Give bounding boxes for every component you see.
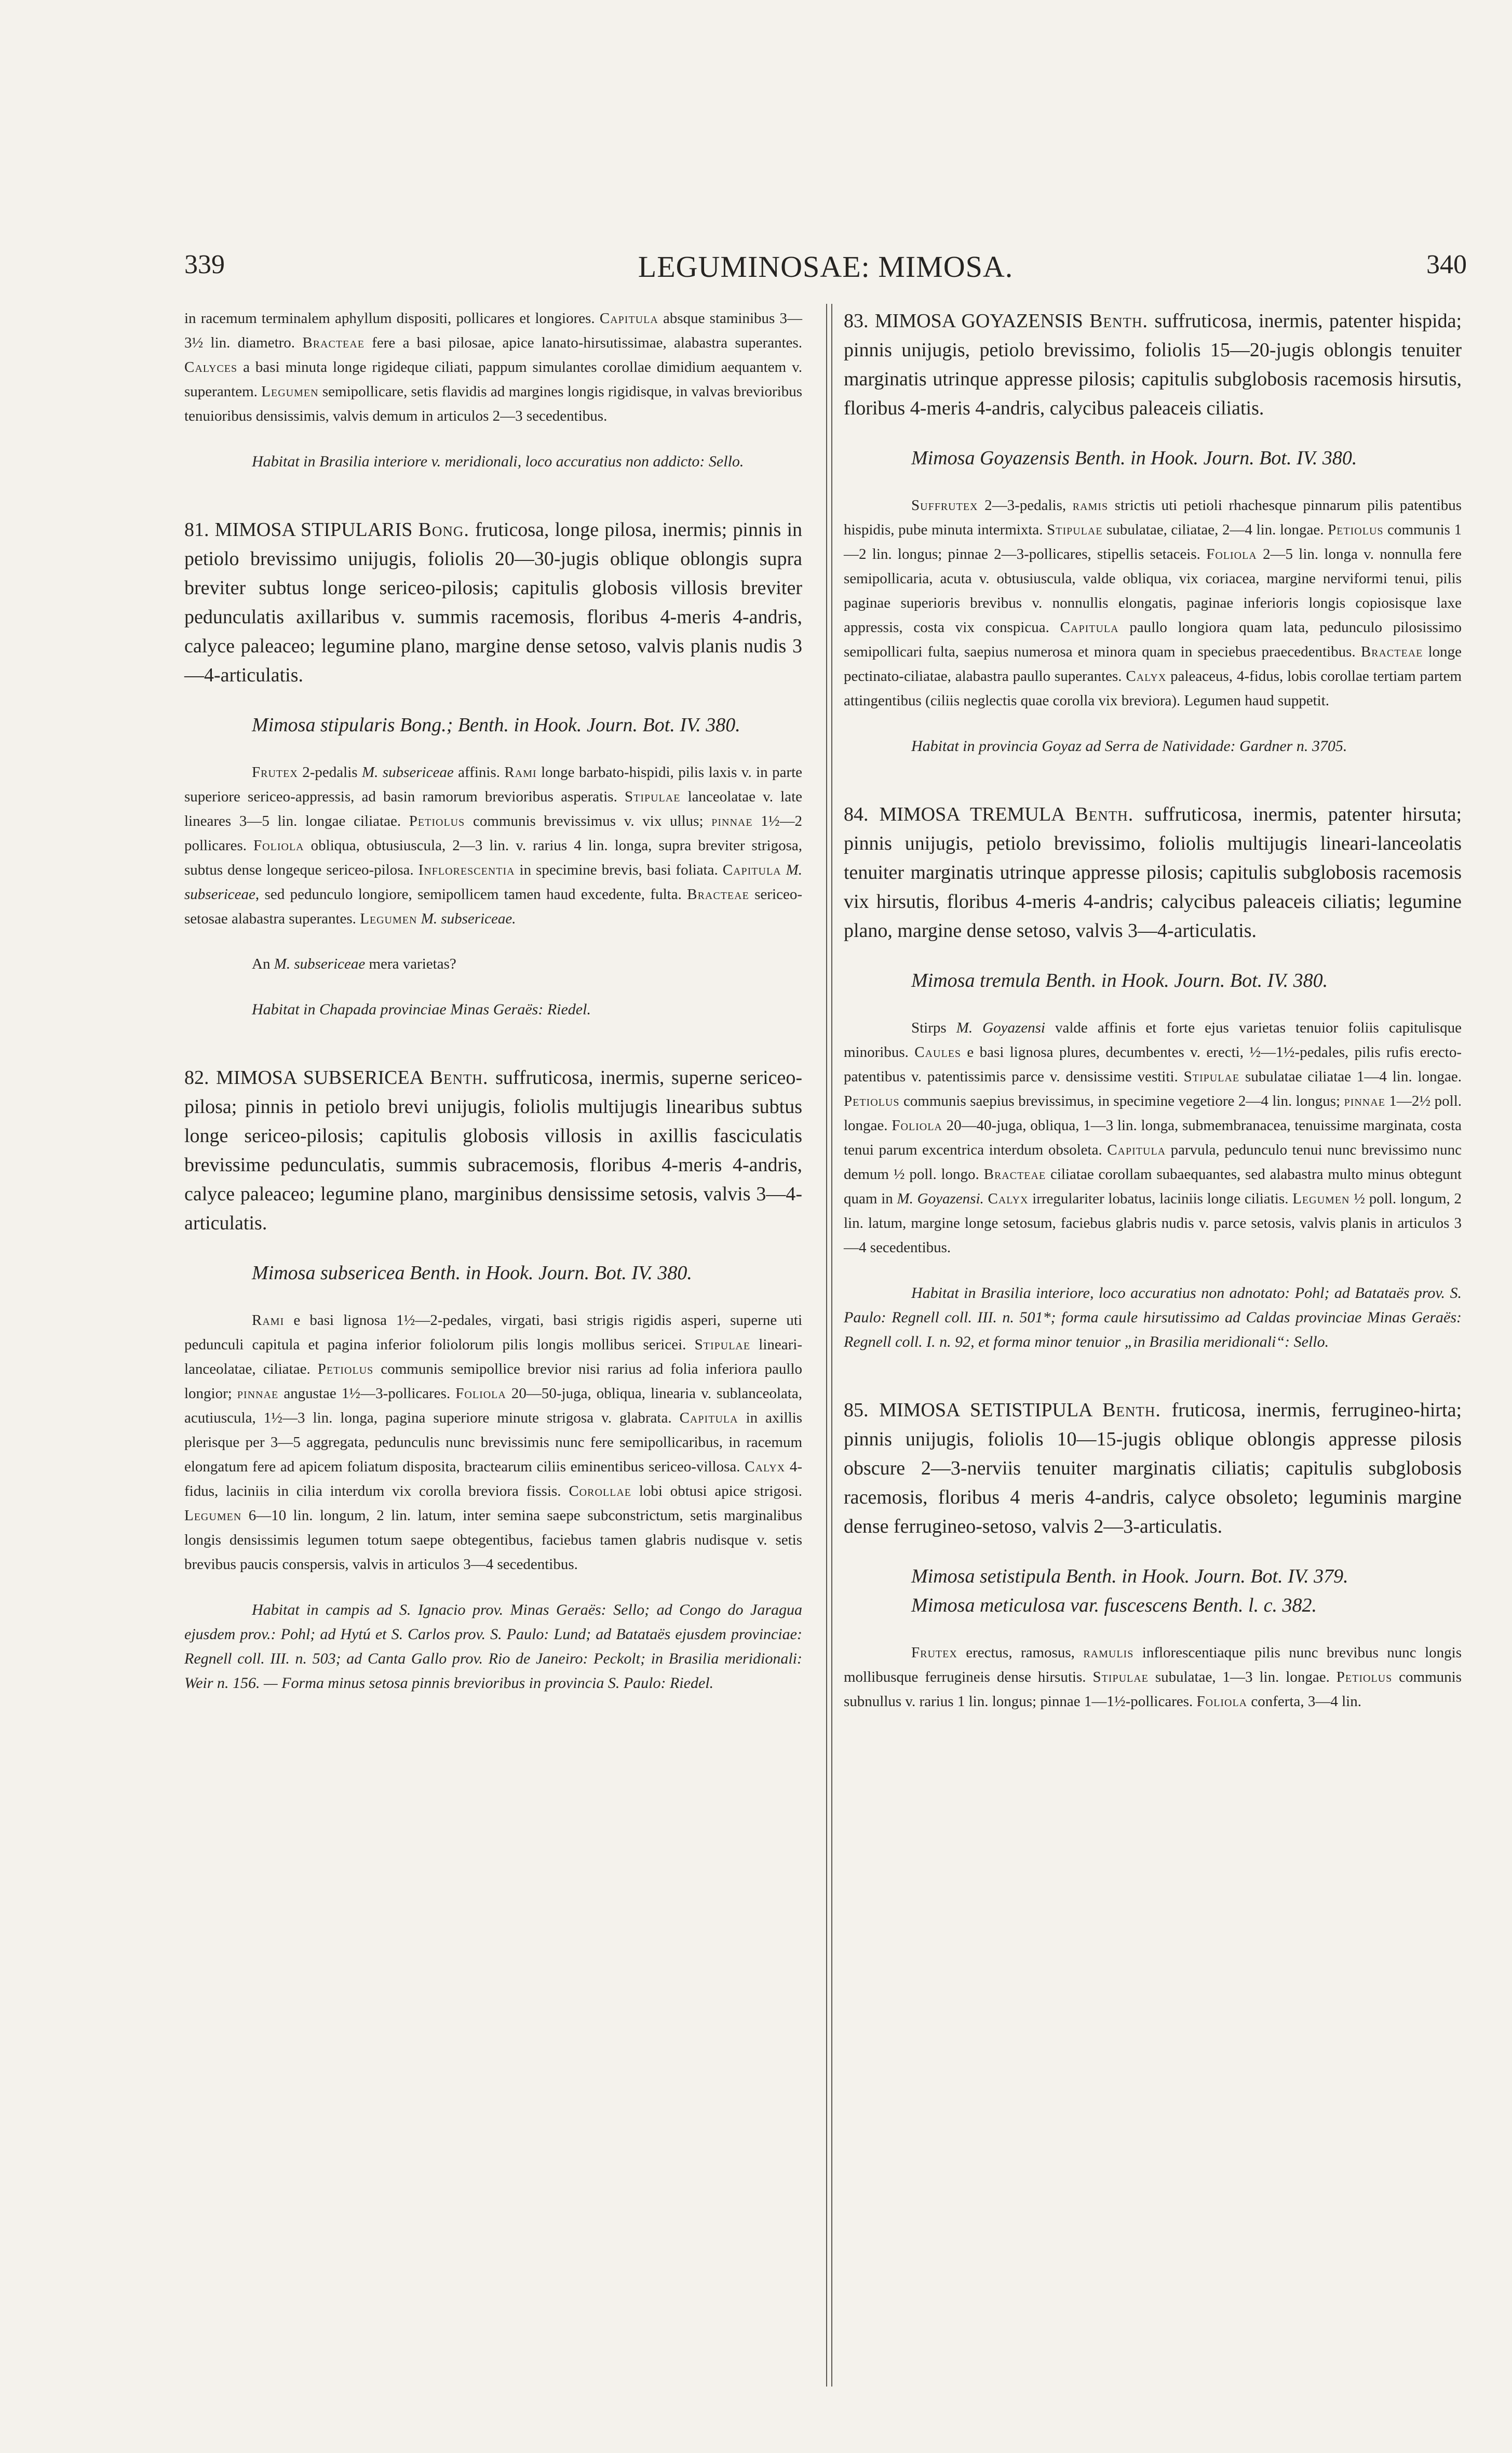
species-85-author: Benth. [1102, 1399, 1161, 1421]
species-81-diagnosis: 81. MIMOSA STIPULARIS Bong. fruticosa, longe pilosa, inermis; pinnis in petiolo brevissimo unijugis, foliolis 20—30-jugis oblique oblongis supra breviter subtus longe sericeo-pilosis; capitulis globosis villosis breviter pedunculatis axillaribus v. summis racemosis, floribus 4-meris 4-andris, calyce paleaceo; legumine plano, margine dense setoso, valvis planis nudis 3—4-articulatis. [184, 519, 803, 686]
running-title: LEGUMINOSAE: MIMOSA. [638, 250, 1014, 284]
species-84-habitat: Habitat in Brasilia interiore, loco accuratius non adnotato: Pohl; ad Batataës prov. S. Paulo: Regnell coll. III. n. 501*; forma caule hirsutissimo ad Caldas provinciae Minas Geraës: Regnell coll. I. n. 92, et forma minor tenuior „in Brasilia meridionali“: Sello. [844, 1284, 1462, 1350]
species-82-description: Rami e basi lignosa 1½—2-pedales, virgati, basi strigis rigidis asperi, superne uti pedunculi capitula et pagina inferior foliolorum pilis longis mollibus sericei. Stipulae lineari-lanceolatae, ciliatae. Petiolus communis semipollice brevior nisi rarius ad folia inferiora paullo longior; pinnae angustae 1½—3-pollicares. Foliola 20—50-juga, obliqua, linearia v. sublanceolata, acutiuscula, 1½—3 lin. longa, pagina superiore minute strigosa v. glabrata. Capitula in axillis plerisque per 3—5 aggregata, pedunculis nunc brevissimis nunc fere semipollicaribus, in racemum elongatum fere ad apicem foliatum disposita, bractearum ciliis eminentibus sericeo-villosa. Calyx 4-fidus, laciniis in cilia interdum vix corolla breviora fissis. Corollae lobi obtusi apice strigosi. Legumen 6—10 lin. longum, 2 lin. latum, inter semina saepe subconstrictum, setis marginalibus longis densissimis legumen totum saepe obtegentibus, faciebus tamen glabris nudisque v. setis brevibus paucis conspersis, valvis in articulos 3—4 secedentibus. [184, 1312, 803, 1573]
continuation-habitat: Habitat in Brasilia interiore v. meridionali, loco accuratius non addicto: Sello. [252, 453, 744, 470]
species-82-habitat: Habitat in campis ad S. Ignacio prov. Minas Geraës: Sello; ad Congo do Jaragua ejusdem prov.: Pohl; ad Hytú et S. Carlos prov. S. Paulo: Lund; ad Batataës ejusdem provinciae: Regnell coll. III. n. 503; ad Canta Gallo prov. Rio de Janeiro: Peckolt; in Brasilia meridionali: Weir n. 156. — Forma minus setosa pinnis brevioribus in provincia S. Paulo: Riedel. [184, 1601, 802, 1692]
species-83-diagnosis: 83. MIMOSA GOYAZENSIS Benth. suffruticosa, inermis, patenter hispida; pinnis unijugis, petiolo brevissimo, foliolis 15—20-jugis oblongis tenuiter marginatis utrinque appresse pilosis; capitulis subglobosis racemosis hirsutis, floribus 4-meris 4-andris, calycibus paleaceis ciliatis. [844, 310, 1462, 419]
species-83-heading: 83. MIMOSA GOYAZENSIS [844, 310, 1083, 332]
species-83-citation: Mimosa Goyazensis Benth. in Hook. Journ. Bot. IV. 380. [911, 447, 1357, 469]
running-header [184, 249, 1467, 291]
page-number-right: 340 [1426, 250, 1467, 279]
species-82-diagnosis: 82. MIMOSA SUBSERICEA Benth. suffruticosa, inermis, superne sericeo-pilosa; pinnis in petiolo brevi unijugis, foliolis multijugis linearibus subtus longe sericeo-pilosis; capitulis globosis villosis in axillis fasciculatis brevissime pedunculatis, summis subracemosis, floribus 4-meris 4-andris, calyce paleaceo; legumine plano, marginibus densissime setosis, valvis 3—4-articulatis. [184, 1067, 803, 1234]
species-82-author: Benth. [429, 1067, 489, 1089]
species-82-heading: 82. MIMOSA SUBSERICEA [184, 1067, 423, 1089]
species-81-heading: 81. MIMOSA STIPULARIS [184, 519, 413, 541]
right-column [844, 306, 1462, 1714]
species-85-citation-1: Mimosa setistipula Benth. in Hook. Journ. Bot. IV. 379. [911, 1565, 1348, 1587]
species-82-citation: Mimosa subsericea Benth. in Hook. Journ. Bot. IV. 380. [252, 1262, 692, 1284]
species-81-author: Bong. [418, 519, 469, 541]
species-85-citation-2: Mimosa meticulosa var. fuscescens Benth. l. c. 382. [911, 1594, 1317, 1616]
species-81-citation: Mimosa stipularis Bong.; Benth. in Hook. Journ. Bot. IV. 380. [252, 714, 740, 736]
species-81-description: Frutex 2-pedalis M. subsericeae affinis. Rami longe barbato-hispidi, pilis laxis v. in parte superiore sericeo-appressis, ad basin ramorum brevioribus asperatis. Stipulae lanceolatae v. late lineares 3—5 lin. longae ciliatae. Petiolus communis brevissimus v. vix ullus; pinnae 1½—2 pollicares. Foliola obliqua, obtusiuscula, 2—3 lin. v. rarius 4 lin. longa, supra breviter strigosa, subtus dense longeque sericeo-pilosa. Inflorescentia in specimine brevis, basi foliata. Capitula M. subsericeae, sed pedunculo longiore, semipollicem tamen haud excedente, fulta. Bracteae sericeo-setosae alabastra superantes. Legumen M. subsericeae. [184, 764, 803, 927]
species-81-note: An M. subsericeae mera varietas? [252, 956, 456, 972]
column-divider [826, 304, 832, 2387]
species-81-habitat: Habitat in Chapada provinciae Minas Geraës: Riedel. [252, 1001, 591, 1018]
species-83-habitat: Habitat in provincia Goyaz ad Serra de Natividade: Gardner n. 3705. [911, 738, 1347, 755]
left-column [184, 306, 802, 1695]
species-85-heading: 85. MIMOSA SETISTIPULA [844, 1399, 1092, 1421]
species-84-citation: Mimosa tremula Benth. in Hook. Journ. Bot. IV. 380. [911, 970, 1328, 991]
continuation-description: in racemum terminalem aphyllum dispositi, pollicares et longiores. Capitula absque staminibus 3—3½ lin. diametro. Bracteae fere a basi pilosae, apice lanato-hirsutissimae, alabastra superantes. Calyces a basi minuta longe rigideque ciliati, pappum simulantes corollae dimidium aequantem v. superantem. Legumen semipollicare, setis flavidis ad margines longis rigidisque, in valvas brevioribus tenuioribus densissimis, valvis demum in articulos 2—3 secedentibus. [184, 310, 803, 424]
species-83-description: Suffrutex 2—3-pedalis, ramis strictis uti petioli rhachesque pinnarum pilis patentibus hispidis, pube minuta intermixta. Stipulae subulatae, ciliatae, 2—4 lin. longae. Petiolus communis 1—2 lin. longus; pinnae 2—3-pollicares, stipellis setaceis. Foliola 2—5 lin. longa v. nonnulla fere semipollicaria, acuta v. obtusiuscula, valde obliqua, vix coriacea, margine nerviformi tenui, pilis paginae superioris brevibus v. nonnullis elongatis, paginae inferioris longis copiosisque laxe appressis, costa vix conspicua. Capitula paullo longiora quam lata, pedunculo pilosissimo semipollicari fulta, saepius numerosa et minora quam in speciebus praecedentibus. Bracteae longe pectinato-ciliatae, alabastra paullo superantes. Calyx paleaceus, 4-fidus, lobis corollae tertiam partem attingentibus (ciliis neglectis quae corolla vix breviora). Legumen haud suppetit. [844, 497, 1462, 709]
species-84-author: Benth. [1075, 803, 1134, 825]
species-85-diagnosis: 85. MIMOSA SETISTIPULA Benth. fruticosa, inermis, ferrugineo-hirta; pinnis unijugis, foliolis 10—15-jugis oblique oblongis appresse pilosis obscure 2—3-nerviis tenuiter marginatis ciliatis; capitulis subglobosis racemosis, floribus 4 meris 4-andris, calyce obsoleto; leguminis margine dense ferrugineo-setoso, valvis 2—3-articulatis. [844, 1399, 1462, 1537]
page-number-left: 339 [184, 250, 225, 279]
species-84-diagnosis: 84. MIMOSA TREMULA Benth. suffruticosa, inermis, patenter hirsuta; pinnis unijugis, petiolo brevissimo, foliolis multijugis lineari-lanceolatis tenuiter marginatis utrinque appresse pilosis; capitulis subglobosis racemosis vix hirsutis, floribus 4-meris 4-andris; calycibus paleaceis ciliatis; legumine plano, margine dense setoso, valvis 3—4-articulatis. [844, 803, 1462, 942]
species-83-author: Benth. [1089, 310, 1149, 332]
species-85-description: Frutex erectus, ramosus, ramulis inflorescentiaque pilis nunc brevibus nunc longis mollibusque ferrugineis dense hirsutis. Stipulae subulatae, 1—3 lin. longae. Petiolus communis subnullus v. rarius 1 lin. longus; pinnae 1—1½-pollicares. Foliola conferta, 3—4 lin. [844, 1644, 1462, 1710]
species-84-heading: 84. MIMOSA TREMULA [844, 803, 1064, 825]
species-84-description: Stirps M. Goyazensi valde affinis et forte ejus varietas tenuior foliis capitulisque minoribus. Caules e basi lignosa plures, decumbentes v. erecti, ½—1½-pedales, pilis rufis erecto-patentibus v. patentissimis parce v. densissime vestiti. Stipulae subulatae ciliatae 1—4 lin. longae. Petiolus communis saepius brevissimus, in specimine vegetiore 2—4 lin. longus; pinnae 1—2½ poll. longae. Foliola 20—40-juga, obliqua, 1—3 lin. longa, submembranacea, tenuissime marginata, costa tenui parum excentrica interdum obsoleta. Capitula parvula, pedunculo tenui nunc brevissimo nunc demum ½ poll. longo. Bracteae ciliatae corollam subaequantes, sed alabastra multo minus obtegunt quam in M. Goyazensi. Calyx irregulariter lobatus, laciniis longe ciliatis. Legumen ½ poll. longum, 2 lin. latum, margine longe setosum, faciebus glabris nudis v. parce setosis, valvis planis in articulos 3—4 secedentibus. [844, 1020, 1462, 1256]
